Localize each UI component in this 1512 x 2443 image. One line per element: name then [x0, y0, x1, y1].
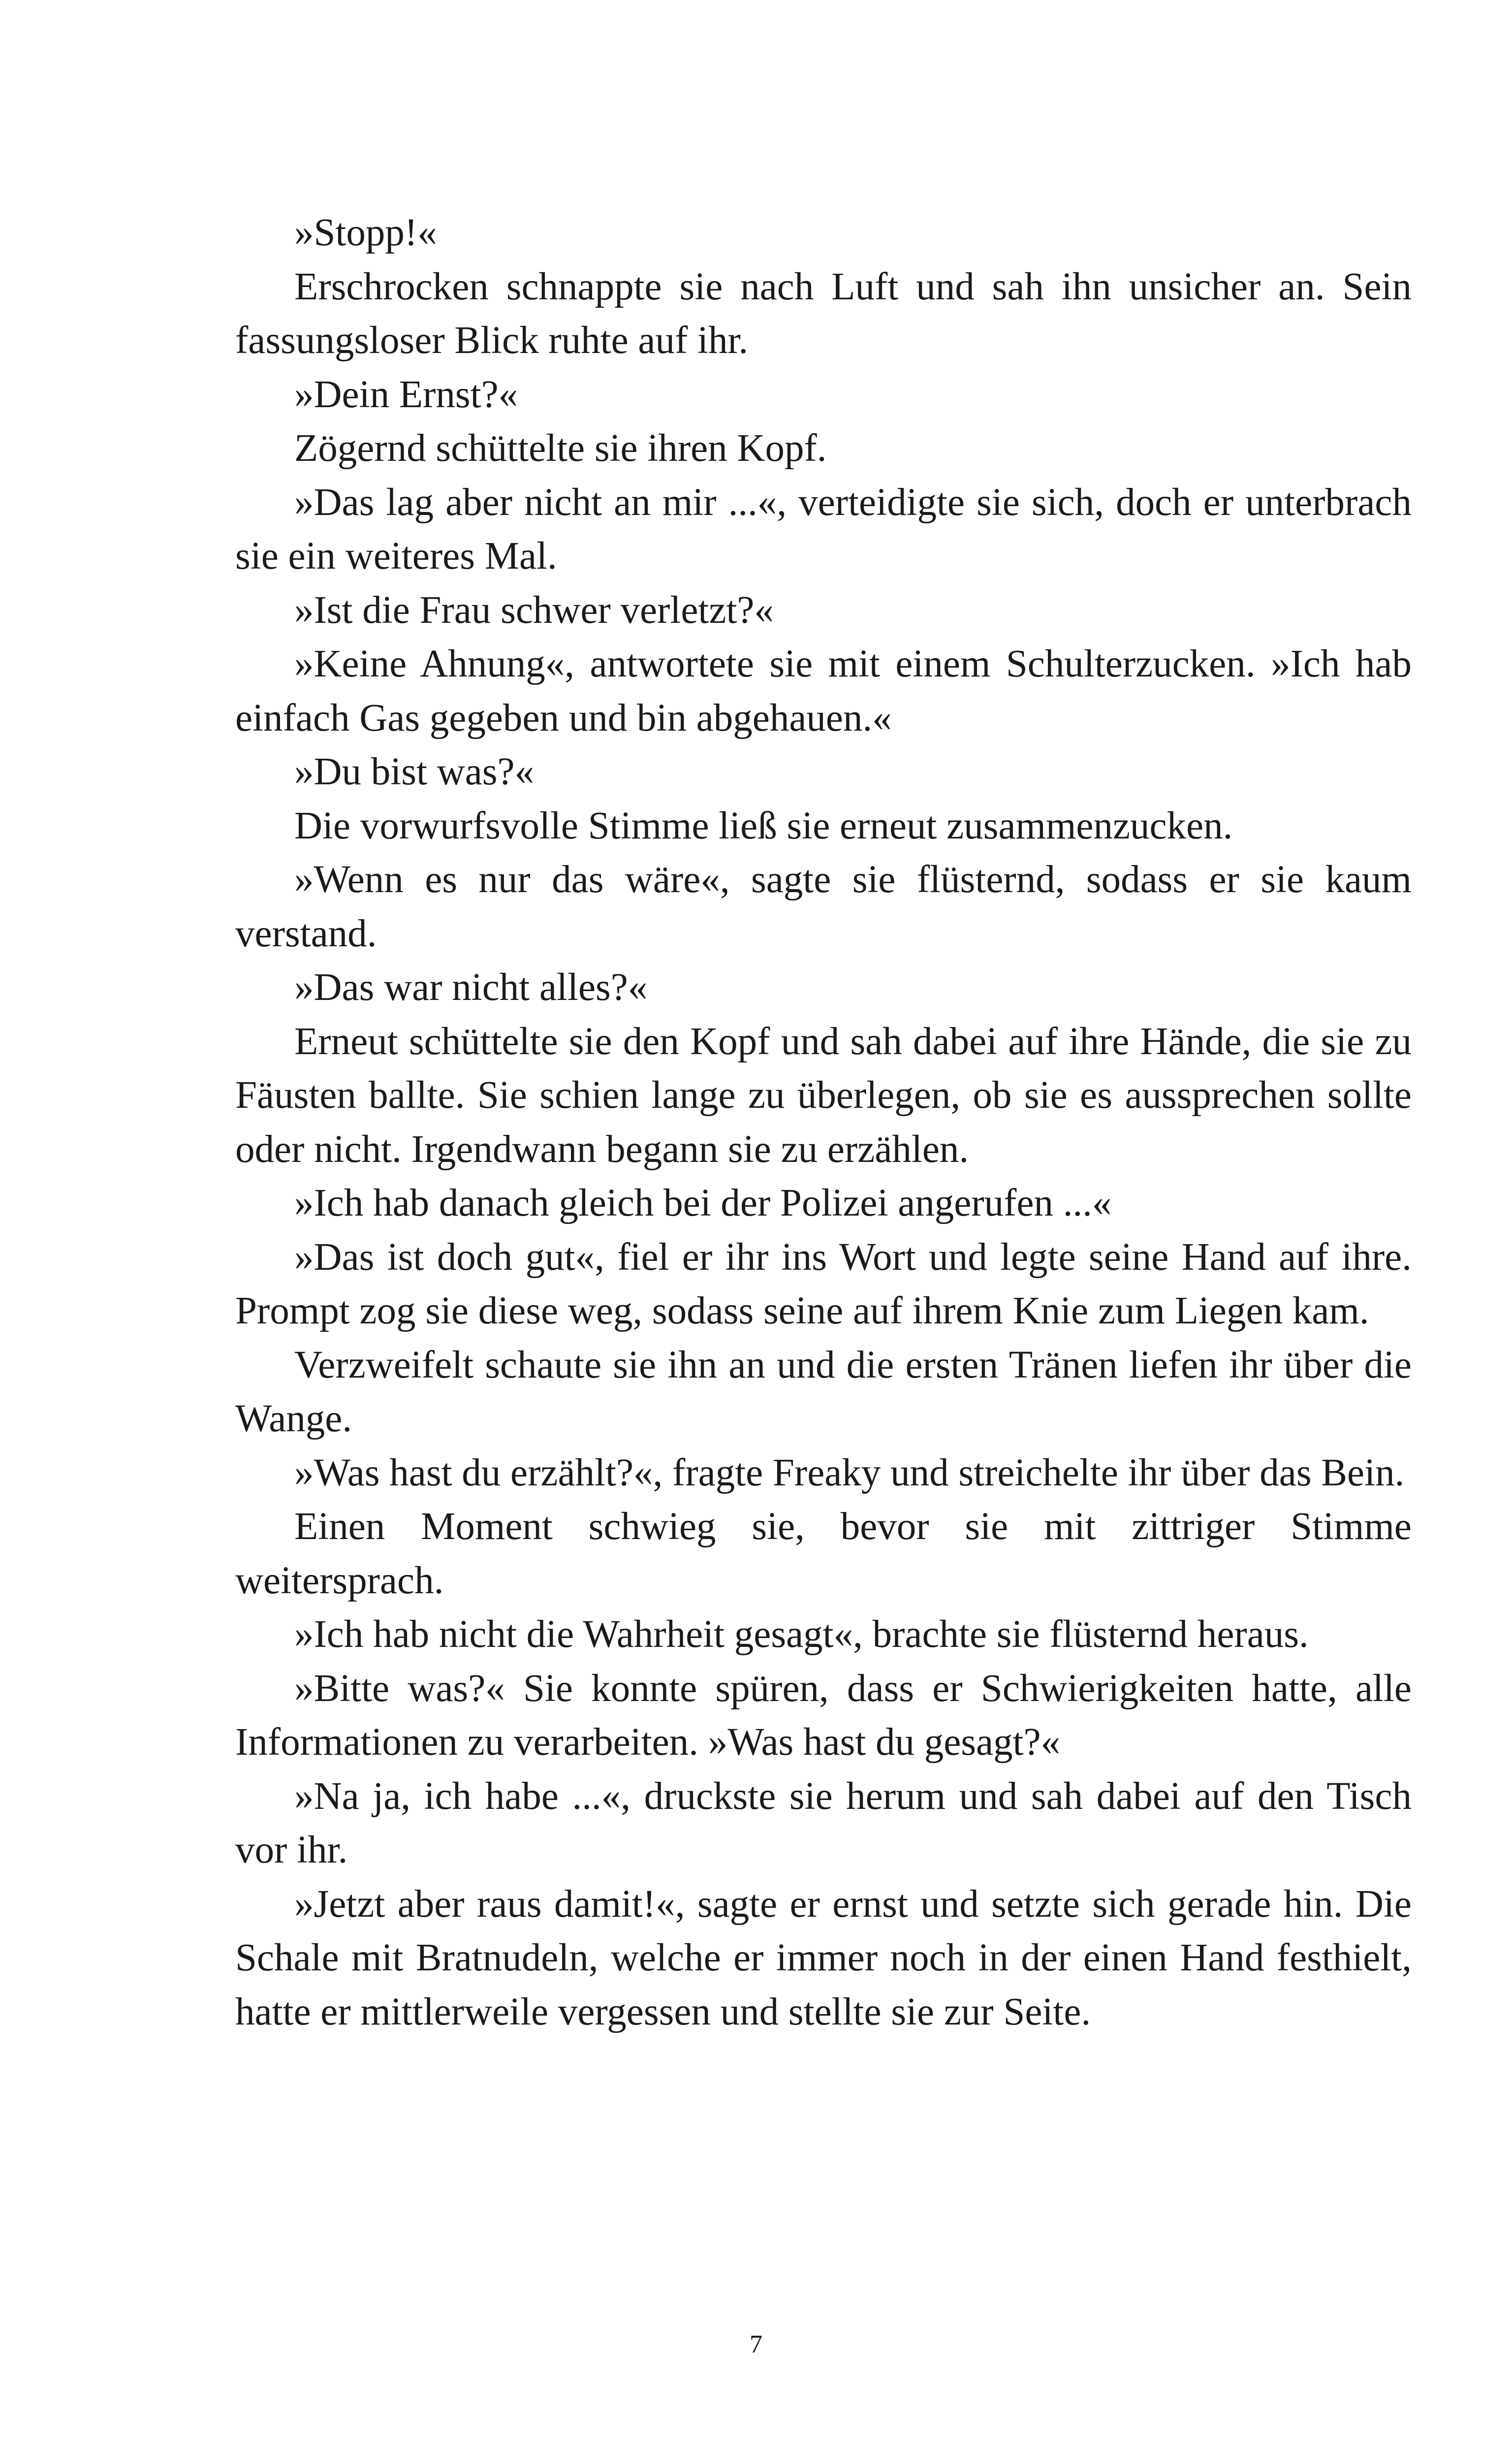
paragraph: »Du bist was?«	[294, 750, 535, 793]
paragraph: »Das ist doch gut«, fiel er ihr ins Wort und legte seine Hand auf ihre. Prompt zog sie diese weg, sodass seine auf ihrem Knie zum Liegen kam.	[235, 1235, 1412, 1332]
paragraph: Die vorwurfsvolle Stimme ließ sie erneut zusammenzucken.	[294, 804, 1233, 847]
paragraph: »Das lag aber nicht an mir ...«, verteidigte sie sich, doch er unterbrach sie ein weiteres Mal.	[235, 481, 1412, 578]
paragraph: Zögernd schüttelte sie ihren Kopf.	[294, 427, 827, 470]
page-number: 7	[750, 2330, 762, 2358]
paragraph: Verzweifelt schaute sie ihn an und die ersten Tränen liefen ihr über die Wange.	[235, 1343, 1412, 1440]
paragraph: »Dein Ernst?«	[294, 373, 518, 416]
paragraph: »Das war nicht alles?«	[294, 966, 648, 1009]
paragraph: »Na ja, ich habe ...«, druckste sie herum und sah dabei auf den Tisch vor ihr.	[235, 1774, 1412, 1871]
paragraph: »Wenn es nur das wäre«, sagte sie flüsternd, sodass er sie kaum verstand.	[235, 858, 1412, 955]
paragraph: »Ich hab nicht die Wahrheit gesagt«, brachte sie flüsternd heraus.	[294, 1613, 1309, 1656]
paragraph: »Keine Ahnung«, antwortete sie mit einem Schulterzucken. »Ich hab einfach Gas gegeben und bin abgehauen.«	[235, 643, 1412, 739]
paragraph: Erschrocken schnappte sie nach Luft und sah ihn unsicher an. Sein fassungsloser Blick ruhte auf ihr.	[235, 265, 1412, 362]
paragraph: »Bitte was?« Sie konnte spüren, dass er Schwierigkeiten hatte, alle Informationen zu verarbeiten. »Was hast du gesagt?«	[235, 1667, 1412, 1764]
paragraph: »Ist die Frau schwer verletzt?«	[294, 588, 774, 632]
paragraph: »Ich hab danach gleich bei der Polizei angerufen ...«	[294, 1182, 1112, 1224]
paragraph: »Stopp!«	[294, 211, 437, 254]
paragraph: »Was hast du erzählt?«, fragte Freaky und streichelte ihr über das Bein.	[294, 1451, 1405, 1494]
paragraph: »Jetzt aber raus damit!«, sagte er ernst und setzte sich gerade hin. Die Schale mit Bratnudeln, welche er immer noch in der einen Hand festhielt, hatte er mittlerweile vergessen und stellte sie zur Seite.	[235, 1882, 1412, 2033]
paragraph: Erneut schüttelte sie den Kopf und sah dabei auf ihre Hände, die sie zu Fäusten ballte. Sie schien lange zu überlegen, ob sie es aussprechen sollte oder nicht. Irgendwann begann sie zu erzählen.	[235, 1020, 1412, 1171]
body-text	[235, 206, 1412, 2039]
paragraph: Einen Moment schwieg sie, bevor sie mit zittriger Stimme weitersprach.	[235, 1505, 1412, 1602]
